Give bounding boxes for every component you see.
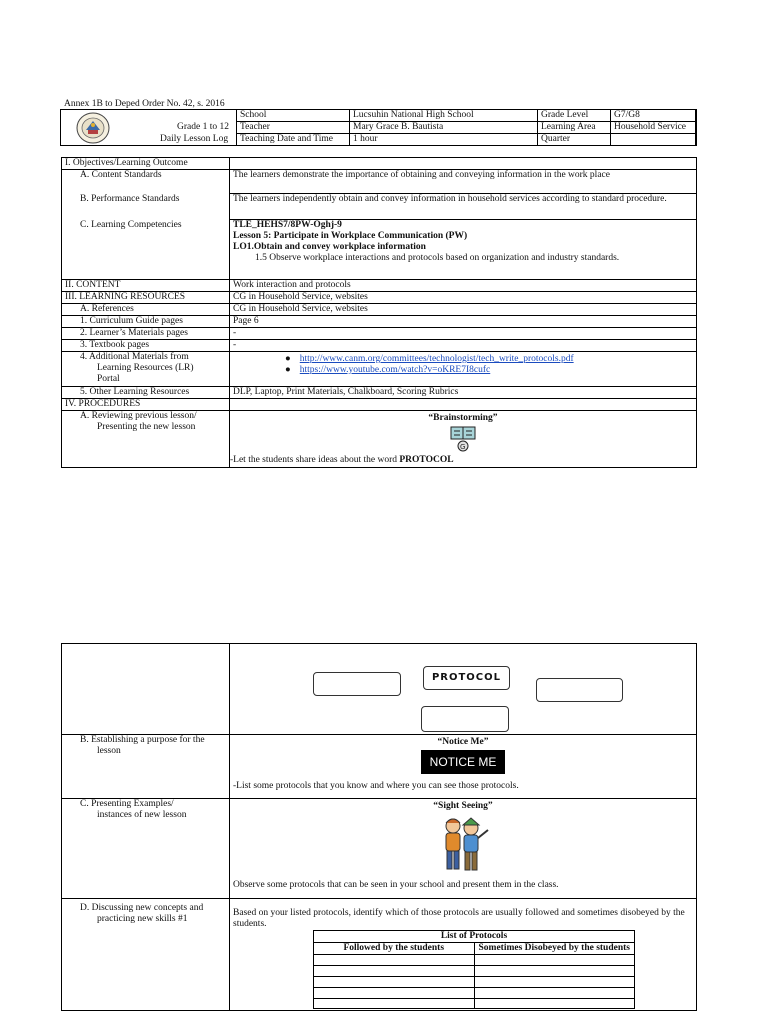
brainstorming-title: “Brainstorming”: [428, 413, 498, 423]
grade-label: Grade 1 to 12: [177, 122, 229, 132]
table-row: [314, 955, 635, 966]
protocols-list-title: List of Protocols: [314, 931, 635, 943]
sight-seeing-instruction: Observe some protocols that can be seen in your school and present them in the class.: [233, 880, 559, 890]
youtube-link[interactable]: https://www.youtube.com/watch?v=oKRE7I8cufc: [299, 365, 491, 375]
notice-me-instruction: -List some protocols that you know and where you can see those protocols.: [233, 781, 519, 791]
concept-box-bottom: [421, 706, 509, 732]
table-row: [314, 966, 635, 977]
proc-d-label-2: practicing new skills #1: [97, 914, 188, 924]
proc-a-label-1: A. Reviewing previous lesson/: [80, 411, 197, 421]
textbook-pages-value: -: [230, 340, 697, 352]
resources-value: CG in Household Service, websites: [230, 292, 697, 304]
lm-pages-value: -: [230, 328, 697, 340]
header-table: [236, 109, 697, 146]
annex-caption: Annex 1B to Deped Order No. 42, s. 2016: [64, 99, 225, 109]
references-value: CG in Household Service, websites: [230, 304, 697, 316]
competency-detail: 1.5 Observe workplace interactions and protocols based on organization and industry standards.: [255, 253, 620, 263]
teacher-value: Mary Grace B. Bautista: [350, 122, 538, 134]
discussion-instruction: Based on your listed protocols, identify which of those protocols are usually followed and sometimes disobeyed by the students.: [233, 908, 685, 929]
other-resources-label: 5. Other Learning Resources: [62, 387, 230, 399]
proc-c-label-1: C. Presenting Examples/: [80, 799, 174, 809]
additional-materials-label-1: 4. Additional Materials from: [80, 352, 189, 362]
competency-lo: LO1.Obtain and convey workplace information: [233, 242, 426, 252]
objectives-heading: I. Objectives/Learning Outcome: [62, 158, 230, 170]
content-standards-value: The learners demonstrate the importance of obtaining and conveying information in the work place: [230, 170, 697, 194]
deped-seal-icon: [75, 112, 111, 144]
disobeyed-header: Sometimes Disobeyed by the students: [474, 943, 635, 955]
performance-standards-value: The learners independently obtain and convey information in household services according to standard procedure.: [230, 194, 697, 220]
header-block: [60, 109, 696, 146]
sight-seeing-title: “Sight Seeing”: [433, 801, 493, 811]
content-label: II. CONTENT: [62, 280, 230, 292]
sightseeing-people-icon: [435, 814, 491, 876]
learning-area-label: Learning Area: [538, 122, 611, 134]
content-standards-label: A. Content Standards: [62, 170, 230, 194]
grade-level-value: G7/G8: [611, 110, 697, 122]
textbook-pages-label: 3. Textbook pages: [62, 340, 230, 352]
notice-me-title: “Notice Me”: [437, 737, 489, 747]
resources-label: III. LEARNING RESOURCES: [62, 292, 230, 304]
proc-b-label-1: B. Establishing a purpose for the: [80, 735, 205, 745]
brainstorm-instruction: -Let the students share ideas about the word: [230, 455, 400, 465]
protocols-list-table: [313, 930, 635, 1009]
competency-lesson: Lesson 5: Participate in Workplace Communication (PW): [233, 231, 468, 241]
protocols-pdf-link[interactable]: http://www.canm.org/committees/technologist/tech_write_protocols.pdf: [299, 354, 574, 364]
quarter-label: Quarter: [538, 134, 611, 146]
procedures-table: [61, 643, 697, 1011]
proc-a-label-2: Presenting the new lesson: [97, 422, 196, 432]
additional-materials-label-2: Learning Resources (LR): [97, 363, 194, 373]
concept-box-right: [536, 678, 623, 702]
content-value: Work interaction and protocols: [230, 280, 697, 292]
table-row: [314, 999, 635, 1009]
table-row: [314, 988, 635, 999]
other-resources-value: DLP, Laptop, Print Materials, Chalkboard, Scoring Rubrics: [230, 387, 697, 399]
competency-code: TLE_HEHS7/8PW-Oghj-9: [233, 220, 342, 230]
table-row: [314, 977, 635, 988]
cg-pages-label: 1. Curriculum Guide pages: [62, 316, 230, 328]
brainstorm-word: PROTOCOL: [399, 455, 454, 465]
proc-d-label-1: D. Discussing new concepts and: [80, 903, 204, 913]
cg-pages-value: Page 6: [230, 316, 697, 328]
performance-standards-label: B. Performance Standards: [62, 194, 230, 220]
date-value: 1 hour: [350, 134, 538, 146]
learning-area-value: Household Service: [611, 122, 697, 134]
date-label: Teaching Date and Time: [237, 134, 350, 146]
references-label: A. References: [62, 304, 230, 316]
protocol-word: PROTOCOL: [431, 672, 502, 683]
competencies-label: C. Learning Competencies: [62, 220, 230, 280]
procedures-label: IV. PROCEDURES: [62, 399, 230, 411]
brainstorming-book-icon: [450, 426, 476, 452]
school-label: School: [237, 110, 350, 122]
protocol-box: [423, 666, 510, 690]
followed-header: Followed by the students: [314, 943, 475, 955]
lesson-table: [61, 157, 697, 468]
proc-b-label-2: lesson: [97, 746, 121, 756]
dll-label: Daily Lesson Log: [160, 134, 229, 144]
lm-pages-label: 2. Learner’s Materials pages: [62, 328, 230, 340]
notice-me-banner: NOTICE ME: [421, 750, 505, 774]
additional-materials-label-3: Portal: [97, 374, 120, 384]
concept-box-left: [313, 672, 401, 696]
quarter-value: [611, 134, 697, 146]
school-value: Lucsuhin National High School: [350, 110, 538, 122]
svg-text:G: G: [460, 443, 466, 451]
proc-c-label-2: instances of new lesson: [97, 810, 187, 820]
bullet-icon: ●: [285, 354, 291, 364]
grade-level-label: Grade Level: [538, 110, 611, 122]
bullet-icon: ●: [285, 365, 291, 375]
teacher-label: Teacher: [237, 122, 350, 134]
